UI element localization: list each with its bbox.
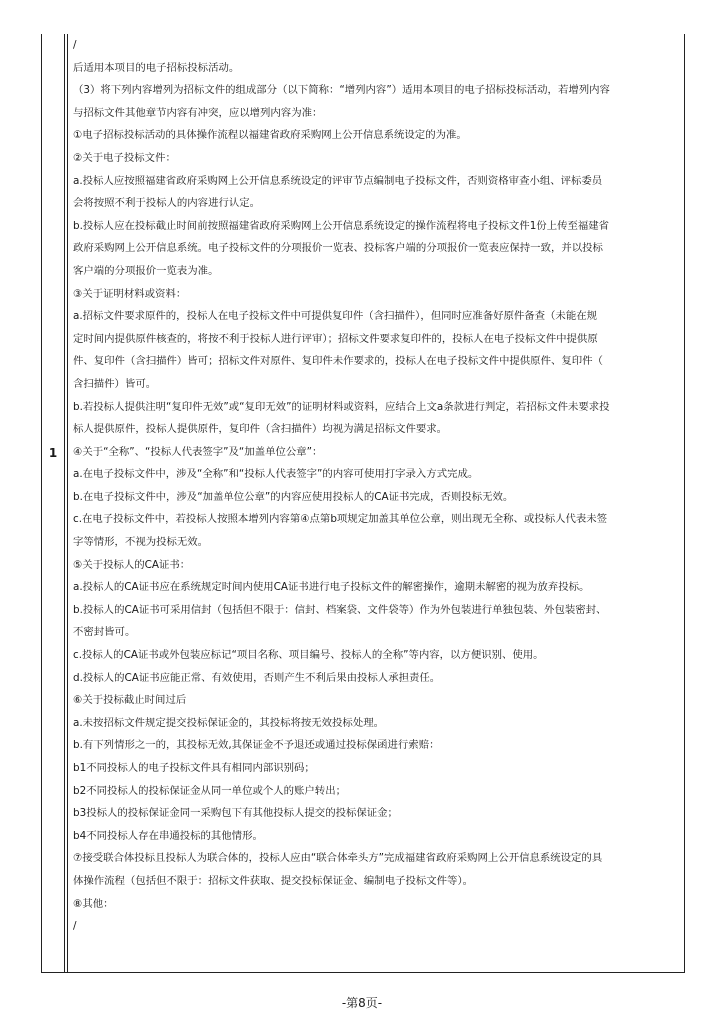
text-line: 客户端的分项报价一览表为准。 xyxy=(73,264,219,277)
text-line: a.投标人的CA证书应在系统规定时间内使用CA证书进行电子投标文件的解密操作，逾期未解密的视为放弃投标。 xyxy=(73,581,590,594)
text-line: b.投标人的CA证书可采用信封（包括但不限于：信封、档案袋、文件袋等）作为外包装进行单独包装、外包装密封、 xyxy=(73,603,607,616)
text-line: （3）将下列内容增列为招标文件的组成部分（以下简称：“增列内容”）适用本项目的电子招标投标活动，若增列内容 xyxy=(73,84,610,97)
text-line: ⑥关于投标截止时间过后 xyxy=(73,694,187,707)
text-line: b3投标人的投标保证金同一采购包下有其他投标人提交的投标保证金； xyxy=(73,807,398,820)
content-table xyxy=(41,34,685,973)
text-line: 政府采购网上公开信息系统。电子投标文件的分项报价一览表、投标客户端的分项报价一览表应保持一致，并以投标 xyxy=(73,242,603,255)
text-line: a.未按招标文件规定提交投标保证金的，其投标将按无效投标处理。 xyxy=(73,716,384,729)
text-line: b4不同投标人存在串通投标的其他情形。 xyxy=(73,829,263,842)
text-line: 后适用本项目的电子招标投标活动。 xyxy=(73,61,240,74)
text-line: b.投标人应在投标截止时间前按照福建省政府采购网上公开信息系统设定的操作流程将电子投标文件1份上传至福建省 xyxy=(73,219,610,232)
text-line: 字等情形，不视为投标无效。 xyxy=(73,536,209,549)
text-line: c.在电子投标文件中，若投标人按照本增列内容第④点第b项规定加盖其单位公章，则出现无全称、或投标人代表未签 xyxy=(73,513,608,526)
column-divider xyxy=(64,34,65,972)
text-line: ④关于“全称”、“投标人代表签字”及“加盖单位公章”： xyxy=(73,445,323,458)
row-number-cell xyxy=(42,34,64,972)
text-line: 与招标文件其他章节内容有冲突，应以增列内容为准： xyxy=(73,106,323,119)
text-line: ⑤关于投标人的CA证书： xyxy=(73,558,191,571)
text-line: b1不同投标人的电子投标文件具有相同内部识别码； xyxy=(73,762,315,774)
text-line: 会将按照不利于投标人的内容进行认定。 xyxy=(73,197,261,210)
text-line: 标人提供原件，投标人提供原件，复印件（含扫描件）均视为满足招标文件要求。 xyxy=(73,423,448,436)
text-line: 不密封皆可。 xyxy=(73,626,136,639)
text-line: ③关于证明材料或资料： xyxy=(73,287,187,300)
text-line: ⑧其他： xyxy=(73,897,114,910)
text-line: a.投标人应按照福建省政府采购网上公开信息系统设定的评审节点编制电子投标文件，否则资格审查小组、评标委员 xyxy=(73,174,603,187)
text-line: a.在电子投标文件中，涉及“全称”和“投标人代表签字”的内容可使用打字录入方式完成。 xyxy=(73,468,479,481)
text-line: c.投标人的CA证书或外包装应标记“项目名称、项目编号、投标人的全称”等内容，以方便识别、使用。 xyxy=(73,649,544,662)
content-cell xyxy=(73,34,677,938)
row-number: 1 xyxy=(48,446,58,460)
text-line: ⑦接受联合体投标且投标人为联合体的，投标人应由“联合体牵头方”完成福建省政府采购网上公开信息系统设定的具 xyxy=(73,852,603,865)
text-line: b.若投标人提供注明“复印件无效”或“复印无效”的证明材料或资料，应结合上文a条款进行判定，若招标文件未要求投 xyxy=(73,400,610,413)
page-number: -第8页- xyxy=(341,996,383,1010)
text-line: b.在电子投标文件中，涉及“加盖单位公章”的内容应使用投标人的CA证书完成，否则投标无效。 xyxy=(73,490,514,503)
text-line: 含扫描件）皆可。 xyxy=(73,377,157,390)
text-line: 件、复印件（含扫描件）皆可；招标文件对原件、复印件未作要求的，投标人在电子投标文件中提供原件、复印件（ xyxy=(73,355,603,368)
text-line: ②关于电子投标文件： xyxy=(73,151,176,164)
text-line: 定时间内提供原件核查的，将按不利于投标人进行评审）；招标文件要求复印件的，投标人在电子投标文件中提供原 xyxy=(73,332,598,345)
column-divider-inner xyxy=(67,34,68,972)
text-line: d.投标人的CA证书应能正常、有效使用，否则产生不利后果由投标人承担责任。 xyxy=(73,671,441,684)
text-line: 体操作流程（包括但不限于：招标文件获取、提交投标保证金、编制电子投标文件等）。 xyxy=(73,874,474,887)
text-line: / xyxy=(73,39,77,51)
text-line: / xyxy=(73,920,77,933)
text-line: ①电子招标投标活动的具体操作流程以福建省政府采购网上公开信息系统设定的为准。 xyxy=(73,129,467,142)
text-line: a.招标文件要求原件的，投标人在电子投标文件中可提供复印件（含扫描件），但同时应准备好原件备查（未能在规 xyxy=(73,310,597,323)
text-line: b2不同投标人的投标保证金从同一单位或个人的账户转出； xyxy=(73,784,346,797)
text-line: b.有下列情形之一的，其投标无效,其保证金不予退还或通过投标保函进行索赔： xyxy=(73,739,440,752)
